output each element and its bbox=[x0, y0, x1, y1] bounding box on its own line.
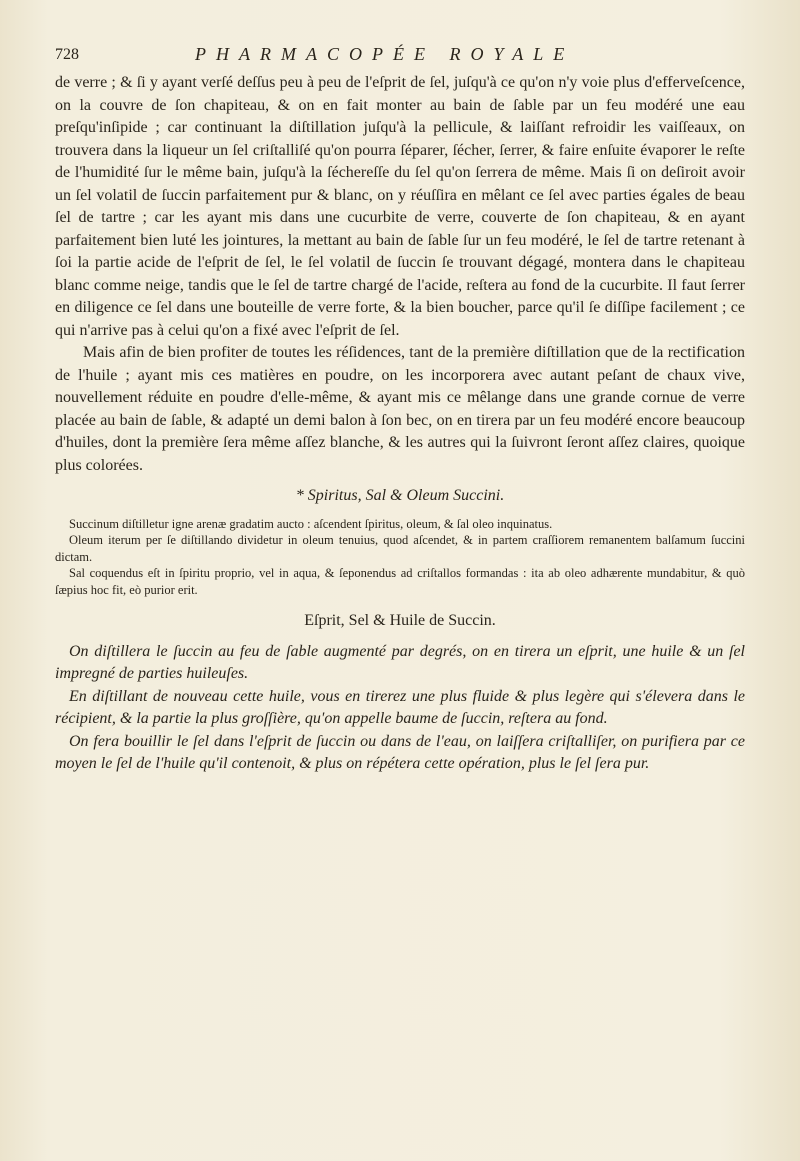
latin-section-title: * Spiritus, Sal & Oleum Succini. bbox=[295, 487, 505, 504]
paragraph-continuation: de verre ; & ſi y ayant verſé deſſus peu à peu de l'eſprit de ſel, juſqu'à ce qu'on n'y voie plus d'efferveſcence, on la couvre de ſon chapiteau, & on en fait monter au bain de ſable par un feu modéré une eau preſqu'inſipide ; car continuant la diſtillation juſqu'à la pellicule, & laiſſant refroidir les vaiſſeaux, on trouvera dans la liqueur un ſel criſtalliſé qu'on pourra ſéparer, ſécher, ſerrer, & faire enſuite évaporer le reſte de l'humidité ſur le même bain, juſqu'à la ſéchereſſe du ſel qu'on ſerrera de même. Mais ſi on deſiroit avoir un ſel volatil de ſuccin parfaitement pur & blanc, on y réuſſira en mêlant ce ſel avec parties égales de beau ſel de tartre ; car les ayant mis dans une cucurbite de verre, couverte de ſon chapiteau, & en ayant parfaitement bien luté les jointures, la mettant au bain de ſable ſur un feu modéré, le ſel de tartre retenant à ſoi la partie acide de l'eſprit de ſel, le ſel volatil de ſuccin ſe trouvant dégagé, montera dans le chapiteau blanc comme neige, tandis que le ſel de tartre chargé de l'acide, reſtera au fond de la cucurbite. Il faut ſerrer en diligence ce ſel dans une bouteille de verre forte, & la bien boucher, parce qu'il ſe diſſipe facilement ; ce qui n'arrive pas à celui qu'on a fixé avec l'eſprit de ſel. bbox=[55, 74, 745, 339]
page-number: 728 bbox=[55, 46, 79, 63]
paragraph-residues: Mais afin de bien profiter de toutes les réſidences, tant de la première diſtillation que de la rectification de l'huile ; ayant mis ces matières en poudre, on les incorporera avec autant peſant de chaux vive, nouvellement réduite en poudre d'elle-même, & ayant mis ce mêlange dans une grande cornue de verre placée au bain de ſable, & adapté un demi balon à ſon bec, on en tirera par un feu modéré encore beaucoup d'huiles, dont la première ſera même aſſez blanche, & les autres qui la ſuivront ſeront aſſez claires, quoique plus colorées. bbox=[55, 344, 745, 474]
french-paragraph: En diſtillant de nouveau cette huile, vous en tirerez une plus fluide & plus legère qui s'élevera dans le récipient, & la partie la plus groſſière, qu'on appelle baume de ſuccin, reſtera au fond. bbox=[55, 687, 745, 727]
french-recipe bbox=[55, 641, 745, 776]
page-body bbox=[55, 72, 745, 776]
french-paragraph: On fera bouillir le ſel dans l'eſprit de ſuccin ou dans de l'eau, on laiſſera criſtalliſer, on purifiera par ce moyen le ſel de l'huile qu'il contenoit, & plus on répétera cette opération, plus le ſel ſera pur. bbox=[55, 732, 745, 772]
french-section-title: Eſprit, Sel & Huile de Succin. bbox=[304, 612, 496, 629]
page-header bbox=[55, 44, 745, 72]
latin-recipe bbox=[55, 516, 745, 599]
french-paragraph: On diſtillera le ſuccin au feu de ſable augmenté par degrés, on en tirera un eſprit, une huile & un ſel impregné de parties huileuſes. bbox=[55, 642, 745, 682]
latin-paragraph: Succinum diſtilletur igne arenæ gradatim aucto : aſcendent ſpiritus, oleum, & ſal oleo inquinatus. bbox=[69, 516, 553, 531]
latin-paragraph: Oleum iterum per ſe diſtillando dividetur in oleum tenuius, quod aſcendet, & in partem craſſiorem remanentem balſamum ſuccini dictam. bbox=[55, 533, 745, 564]
running-title: PHARMACOPÉE ROYALE bbox=[195, 44, 575, 64]
latin-paragraph: Sal coquendus eſt in ſpiritu proprio, vel in aqua, & ſeponendus ad criſtallos formandas : ita ab oleo adhærente mundabitur, & quò ſæpius hoc fit, eò purior erit. bbox=[55, 566, 745, 597]
